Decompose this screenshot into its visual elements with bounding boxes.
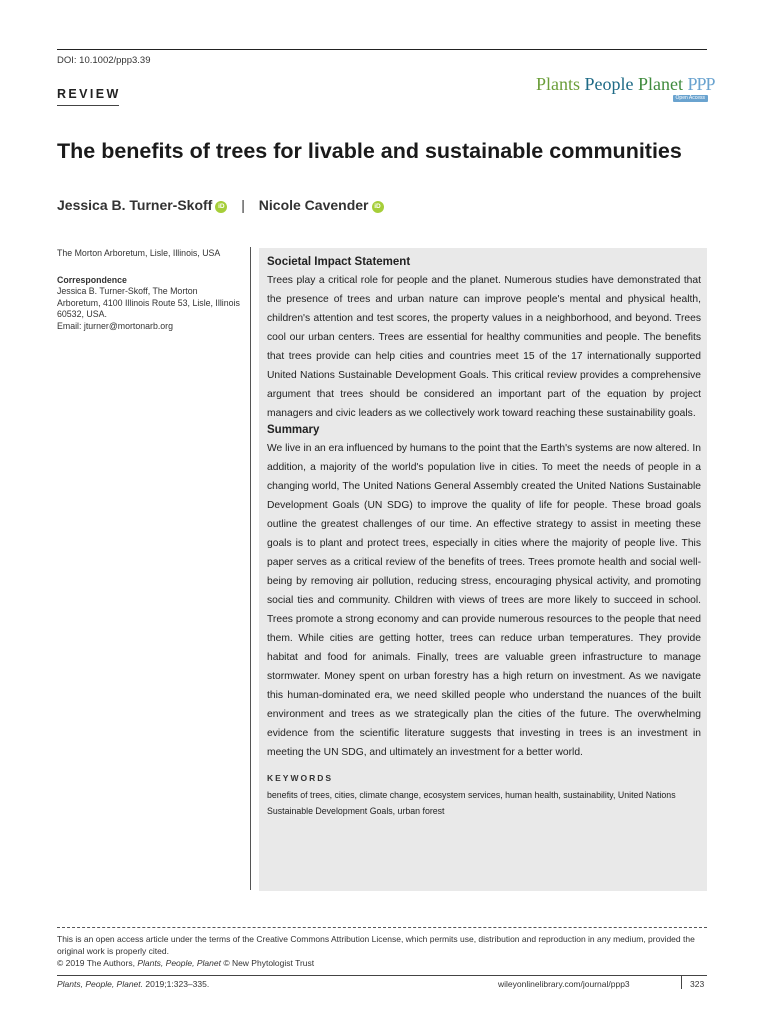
license-notice bbox=[57, 933, 712, 969]
open-access-badge: Open Access bbox=[673, 95, 708, 102]
article-title: The benefits of trees for livable and sustainable communities bbox=[57, 139, 682, 163]
copyright-prefix: © 2019 The Authors, bbox=[57, 958, 138, 968]
logo-word-ppp: PPP bbox=[687, 74, 715, 94]
author-name[interactable]: Nicole Cavender bbox=[258, 197, 369, 213]
copyright-line bbox=[57, 957, 712, 969]
correspondence-email[interactable]: Email: jturner@mortonarb.org bbox=[57, 320, 174, 331]
license-rule bbox=[57, 927, 707, 928]
summary-heading: Summary bbox=[267, 424, 320, 436]
abstract-box bbox=[259, 248, 707, 891]
doi[interactable]: DOI: 10.1002/ppp3.39 bbox=[57, 55, 151, 66]
footer-volume: 2019;1:323–335. bbox=[143, 979, 210, 989]
footer-rule bbox=[57, 975, 707, 976]
summary-text: We live in an era influenced by humans to the point that the Earth's systems are now altered. In addition, a majority of the world's population live in cities. To meet the needs of people in a changing world, The United Nations General Assembly created the United Nations Sustainable Development Goals (UN SDG) to improve the quality of life for people. These broad goals outline the greatest challenges of our time. An effective strategy to assist in meeting these goals is to plant and protect trees, especially in cities where the majority of people live. This paper serves as a critical review of the benefits of trees. Trees promote health and social well-being by removing air pollution, reducing stress, encouraging physical activity, and promoting social ties and community. Children with views of trees are more likely to succeed in school. Trees promote a strong economy and can provide numerous resources to the people that need them. While cities are getting hotter, trees can reduce urban temperatures. They provide habitat and food for animals. Finally, trees are valuable green infrastructure to manage stormwater. Money spent on urban forestry has a high return on investment. As we navigate this human-dominated era, we need skilled people who understand the nuances of the built environment and trees as we strategically plan the cities of the future. The overwhelming evidence from the scientific literature suggests that investing in trees is an investment in meeting the UN SDG, and ultimately an investment for a better world. bbox=[267, 443, 701, 758]
license-text: This is an open access article under the terms of the Creative Commons Attribution License, which permits use, distribution and reproduction in any medium, provided the original work is properly cited. bbox=[57, 934, 695, 956]
correspondence-heading: Correspondence bbox=[57, 274, 127, 285]
footer-citation bbox=[57, 979, 209, 989]
logo-word-plants: Plants bbox=[536, 74, 581, 94]
logo-word-planet: Planet bbox=[638, 74, 684, 94]
footer-journal: Plants, People, Planet. bbox=[57, 979, 144, 989]
top-rule bbox=[57, 49, 707, 50]
section-label: REVIEW bbox=[57, 87, 121, 101]
impact-statement-text: Trees play a critical role for people and the planet. Numerous studies have demonstrated that the presence of trees and urban nature can improve people's mental and physical health, children's attention and test scores, the property values in a neighborhood, and beyond. Trees cool our urban centers. Trees are essential for healthy communities and people. The benefits that trees provide can help cities and countries meet 15 of the 17 internationally supported United Nations Sustainable Development Goals. This critical review provides a comprehensive argument that trees should be considered an important part of the equation by project managers and civic leaders as we collectively work toward reaching these sustainability goals. bbox=[267, 275, 701, 419]
impact-statement-heading: Societal Impact Statement bbox=[267, 256, 411, 268]
section-rule bbox=[57, 105, 119, 106]
journal-logo[interactable] bbox=[536, 74, 715, 106]
orcid-icon[interactable]: iD bbox=[372, 201, 384, 213]
footer-separator bbox=[681, 976, 682, 989]
page-number: 323 bbox=[690, 979, 705, 989]
author-list bbox=[57, 197, 384, 213]
affiliation-column bbox=[57, 248, 242, 332]
orcid-icon[interactable]: iD bbox=[215, 201, 227, 213]
author-name[interactable]: Jessica B. Turner-Skoff bbox=[57, 197, 213, 213]
journal-logo-text bbox=[536, 74, 715, 94]
footer-url[interactable]: wileyonlinelibrary.com/journal/ppp3 bbox=[498, 979, 630, 989]
affiliation: The Morton Arboretum, Lisle, Illinois, USA bbox=[57, 248, 221, 258]
copyright-journal: Plants, People, Planet bbox=[137, 958, 221, 968]
keywords-heading: KEYWORDS bbox=[267, 773, 334, 783]
correspondence-address: Jessica B. Turner-Skoff, The Morton Arboretum, 4100 Illinois Route 53, Lisle, Illinois 60532, USA. bbox=[57, 286, 240, 319]
abstract-divider bbox=[250, 247, 251, 890]
copyright-suffix: © New Phytologist Trust bbox=[220, 958, 315, 968]
logo-word-people: People bbox=[584, 74, 634, 94]
author-separator: | bbox=[241, 197, 245, 213]
keywords-text: benefits of trees, cities, climate change, ecosystem services, human health, sustainability, United Nations Sustainable Development Goals, urban forest bbox=[267, 790, 676, 816]
